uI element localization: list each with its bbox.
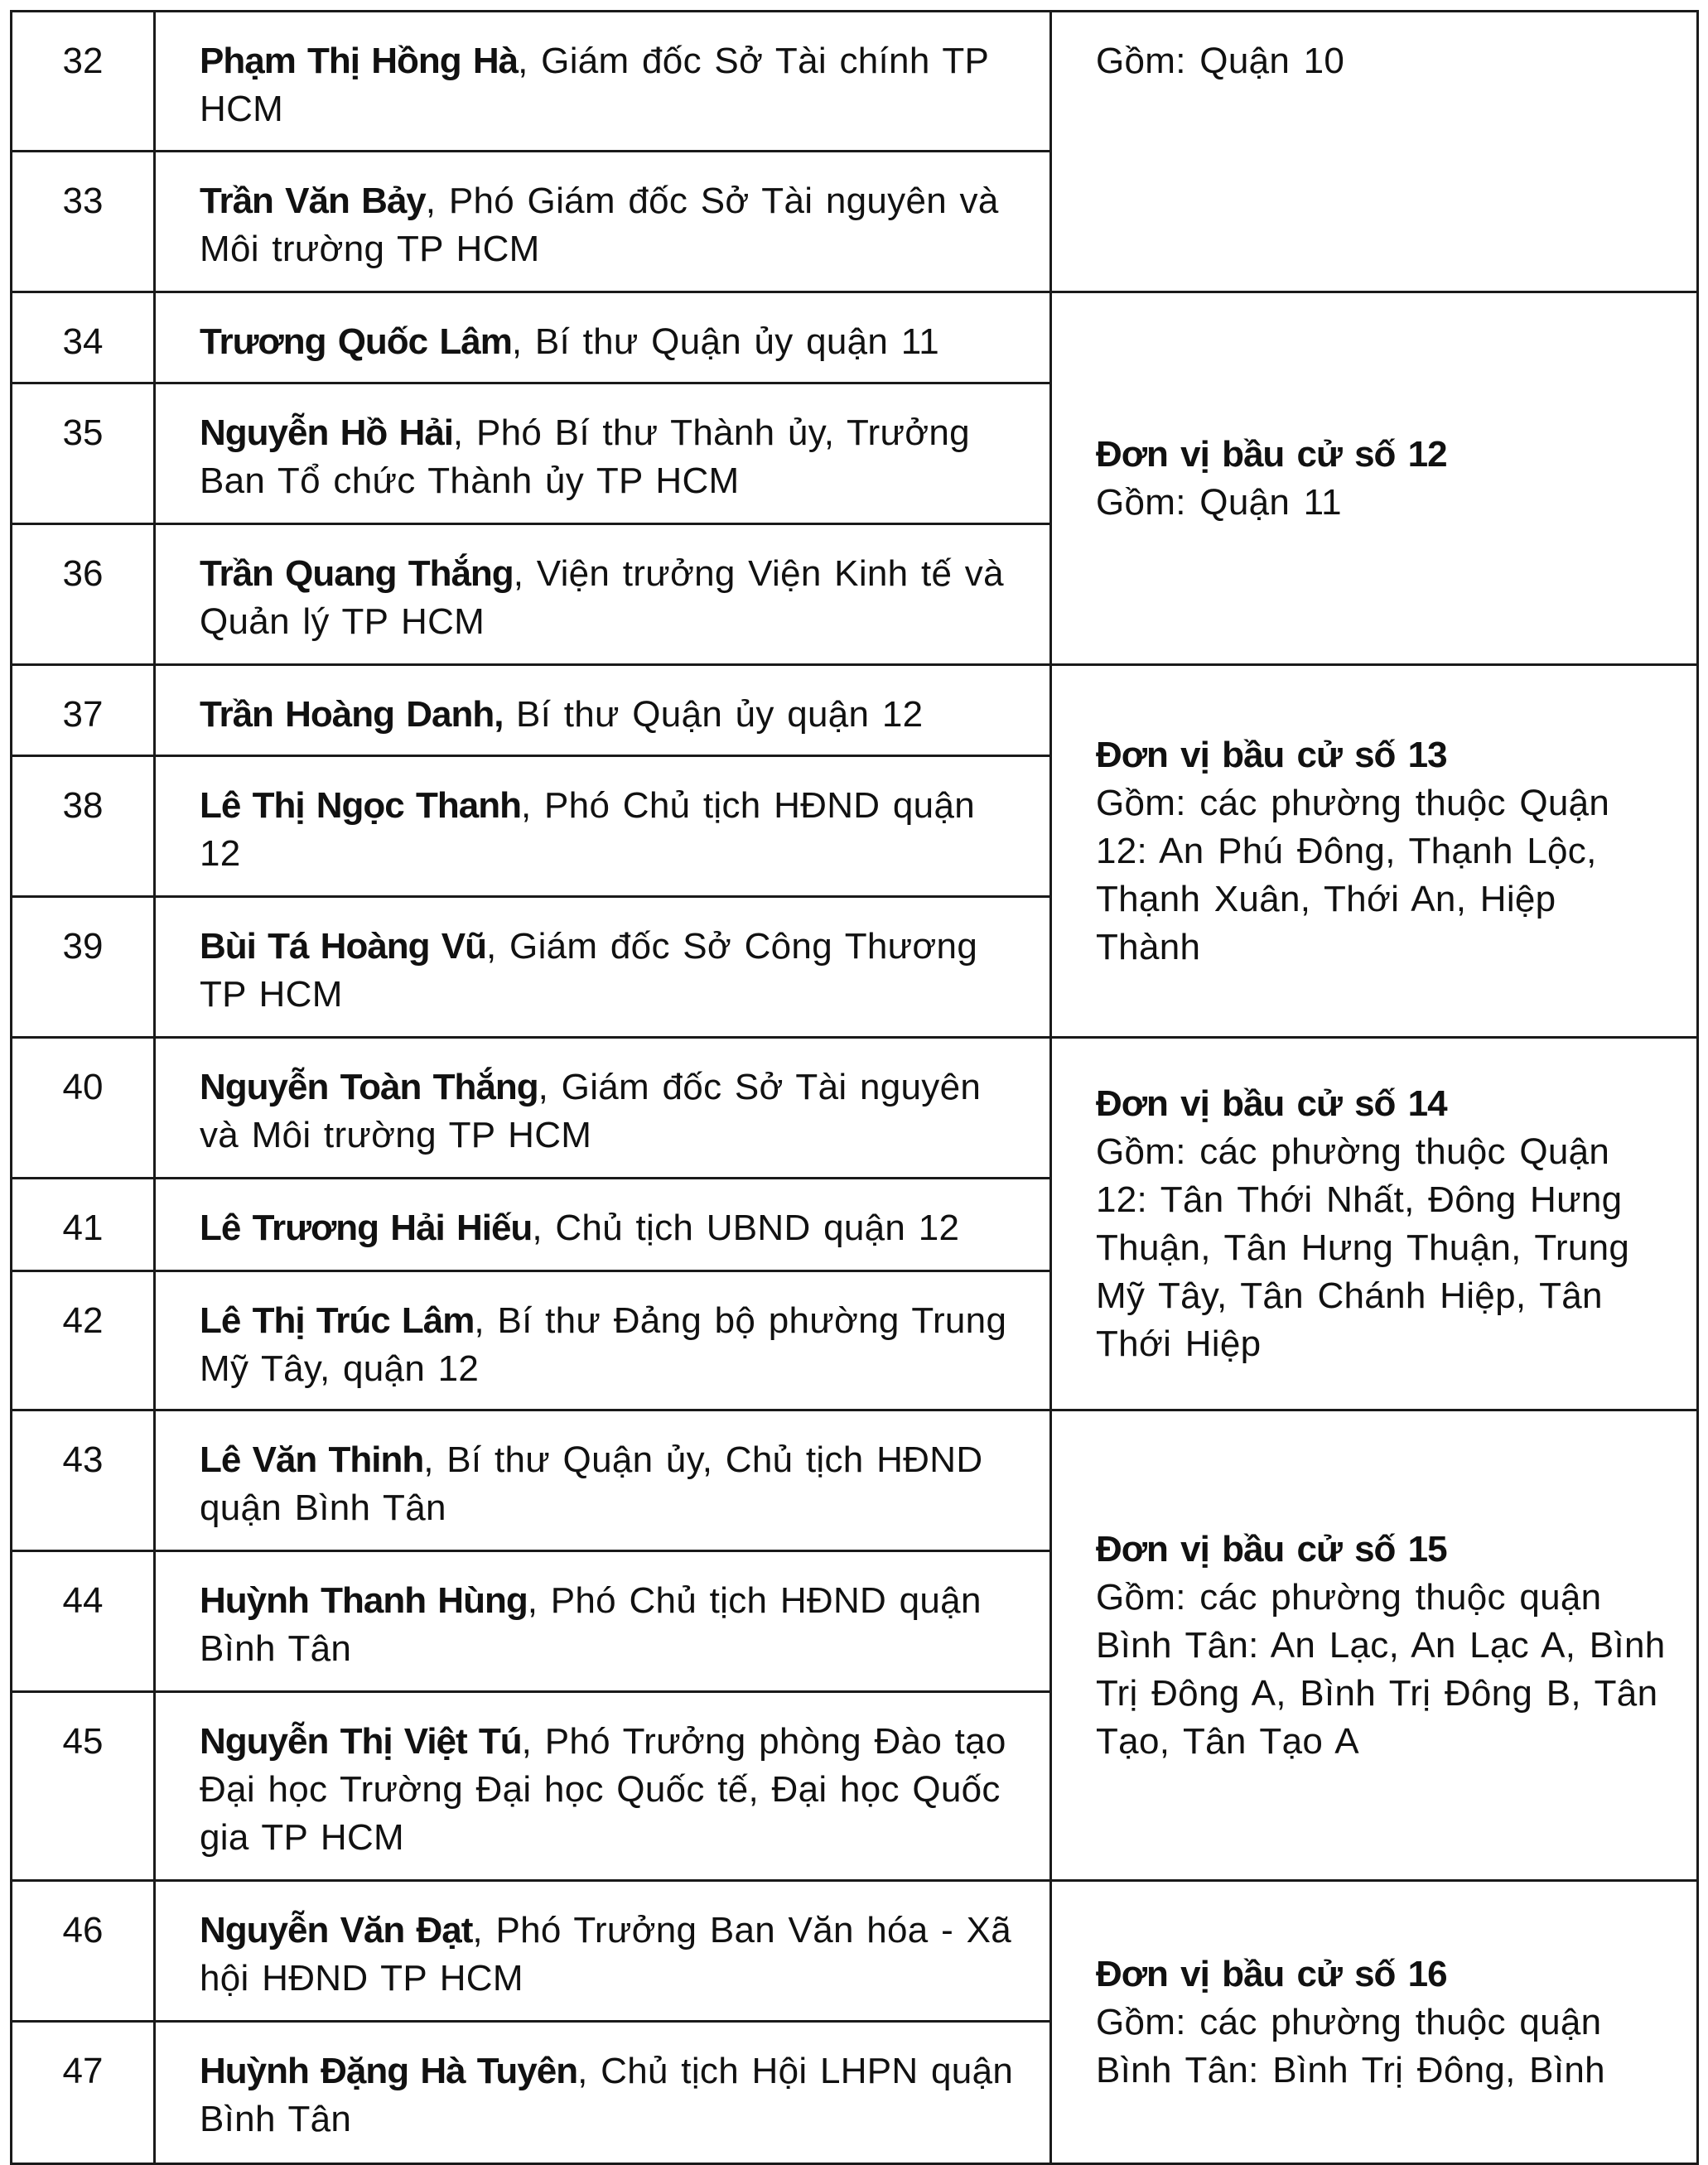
row-number: 37 [12, 665, 155, 756]
candidate-cell [155, 665, 1051, 756]
candidate-cell [155, 897, 1051, 1038]
candidate-cell [155, 383, 1051, 524]
candidate-name: Bùi Tá Hoàng Vũ [200, 926, 486, 967]
row-number: 39 [12, 897, 155, 1038]
candidate-position: Bí thư Quận ủy quận 12 [503, 694, 924, 735]
candidate-name: Nguyễn Toàn Thắng [200, 1067, 538, 1107]
candidate-position: , Phó Bí thư Thành ủy, Trưởng Ban Tổ chức Thành ủy TP HCM [200, 412, 970, 501]
table-row [12, 292, 1698, 383]
row-number: 45 [12, 1692, 155, 1881]
candidate-position: , Chủ tịch UBND quận 12 [532, 1208, 960, 1248]
electoral-unit-cell [1051, 1881, 1698, 2164]
candidate-name: Trần Hoàng Danh, [200, 694, 504, 735]
table-row [12, 1881, 1698, 2022]
candidate-cell [155, 756, 1051, 897]
candidate-cell [155, 152, 1051, 292]
candidate-cell [155, 292, 1051, 383]
candidate-name: Lê Văn Thinh [200, 1439, 424, 1480]
candidate-cell [155, 1881, 1051, 2022]
electoral-unit-detail: Gồm: Quận 11 [1096, 481, 1342, 523]
electoral-unit-title: Đơn vị bầu cử số 12 [1096, 433, 1447, 475]
electoral-unit-title: Đơn vị bầu cử số 15 [1096, 1528, 1447, 1570]
candidate-name: Lê Thị Trúc Lâm [200, 1300, 475, 1341]
candidate-name: Nguyễn Văn Đạt [200, 1910, 473, 1950]
row-number: 32 [12, 12, 155, 152]
electoral-unit-detail: Gồm: các phường thuộc Quận 12: An Phú Đông, Thạnh Lộc, Thạnh Xuân, Thới An, Hiệp Thành [1096, 782, 1610, 967]
candidate-position: , Phó Trưởng Ban Văn hóa - Xã hội HĐND TP HCM [200, 1910, 1011, 1999]
table-row [12, 665, 1698, 756]
candidate-name: Trương Quốc Lâm [200, 321, 512, 362]
row-number: 40 [12, 1038, 155, 1179]
candidate-position: , Giám đốc Sở Tài chính TP HCM [200, 41, 989, 129]
electoral-unit-detail: Gồm: các phường thuộc Quận 12: Tân Thới Nhất, Đông Hưng Thuận, Tân Hưng Thuận, Trung Mỹ Tây, Tân Chánh Hiệp, Tân Thới Hiệp [1096, 1131, 1630, 1364]
candidate-cell [155, 1410, 1051, 1551]
electoral-unit-title: Đơn vị bầu cử số 13 [1096, 734, 1447, 775]
candidate-cell [155, 1038, 1051, 1179]
row-number: 44 [12, 1551, 155, 1692]
row-number: 36 [12, 524, 155, 665]
candidate-position: , Giám đốc Sở Công Thương TP HCM [200, 926, 978, 1015]
candidate-name: Lê Trương Hải Hiếu [200, 1208, 533, 1248]
candidate-cell [155, 524, 1051, 665]
row-number: 41 [12, 1179, 155, 1271]
electoral-unit-cell [1051, 1410, 1698, 1881]
candidate-name: Lê Thị Ngọc Thanh [200, 785, 521, 826]
candidate-name: Phạm Thị Hồng Hà [200, 41, 519, 81]
electoral-unit-detail: Gồm: các phường thuộc quận Bình Tân: Bình Trị Đông, Bình [1096, 2001, 1605, 2090]
candidate-name: Trần Văn Bảy [200, 181, 426, 221]
candidate-cell [155, 1179, 1051, 1271]
electoral-unit-detail: Gồm: Quận 10 [1096, 41, 1345, 81]
electoral-unit-detail: Gồm: các phường thuộc quận Bình Tân: An Lạc, An Lạc A, Bình Trị Đông A, Bình Trị Đông B, Tân Tạo, Tân Tạo A [1096, 1576, 1666, 1762]
electoral-unit-title: Đơn vị bầu cử số 16 [1096, 1953, 1447, 1994]
electoral-unit-cell [1051, 1038, 1698, 1410]
candidate-cell [155, 1551, 1051, 1692]
row-number: 38 [12, 756, 155, 897]
row-number: 46 [12, 1881, 155, 2022]
electoral-unit-cell [1051, 665, 1698, 1038]
candidate-position: , Phó Chủ tịch HĐND quận Bình Tân [200, 1580, 982, 1669]
candidate-name: Trần Quang Thắng [200, 553, 514, 594]
candidate-name: Nguyễn Thị Việt Tú [200, 1721, 522, 1762]
electoral-unit-cell [1051, 292, 1698, 665]
candidate-name: Huỳnh Thanh Hùng [200, 1580, 528, 1621]
candidate-cell [155, 1271, 1051, 1410]
table-row [12, 12, 1698, 152]
electoral-unit-title: Đơn vị bầu cử số 14 [1096, 1082, 1447, 1124]
candidate-position: , Viện trưởng Viện Kinh tế và Quản lý TP HCM [200, 553, 1004, 642]
candidate-position: , Bí thư Quận ủy quận 11 [511, 321, 940, 362]
candidate-position: , Chủ tịch Hội LHPN quận Bình Tân [200, 2051, 1014, 2139]
candidate-cell [155, 12, 1051, 152]
row-number: 34 [12, 292, 155, 383]
row-number: 42 [12, 1271, 155, 1410]
table-row [12, 1038, 1698, 1179]
candidate-position: , Phó Trưởng phòng Đào tạo Đại học Trường Đại học Quốc tế, Đại học Quốc gia TP HCM [200, 1721, 1006, 1858]
row-number: 47 [12, 2022, 155, 2164]
candidate-position: , Phó Giám đốc Sở Tài nguyên và Môi trường TP HCM [200, 181, 999, 269]
candidate-cell [155, 1692, 1051, 1881]
row-number: 43 [12, 1410, 155, 1551]
table-row [12, 1410, 1698, 1551]
candidate-position: , Giám đốc Sở Tài nguyên và Môi trường TP HCM [200, 1067, 982, 1155]
candidate-position: , Phó Chủ tịch HĐND quận 12 [200, 785, 975, 874]
candidate-cell [155, 2022, 1051, 2164]
row-number: 35 [12, 383, 155, 524]
row-number: 33 [12, 152, 155, 292]
candidate-position: , Bí thư Quận ủy, Chủ tịch HĐND quận Bình Tân [200, 1439, 983, 1528]
electoral-unit-cell [1051, 12, 1698, 292]
candidate-table [10, 10, 1699, 2165]
candidate-name: Nguyễn Hồ Hải [200, 412, 453, 453]
candidate-name: Huỳnh Đặng Hà Tuyên [200, 2051, 578, 2091]
candidate-position: , Bí thư Đảng bộ phường Trung Mỹ Tây, quận 12 [200, 1300, 1007, 1389]
